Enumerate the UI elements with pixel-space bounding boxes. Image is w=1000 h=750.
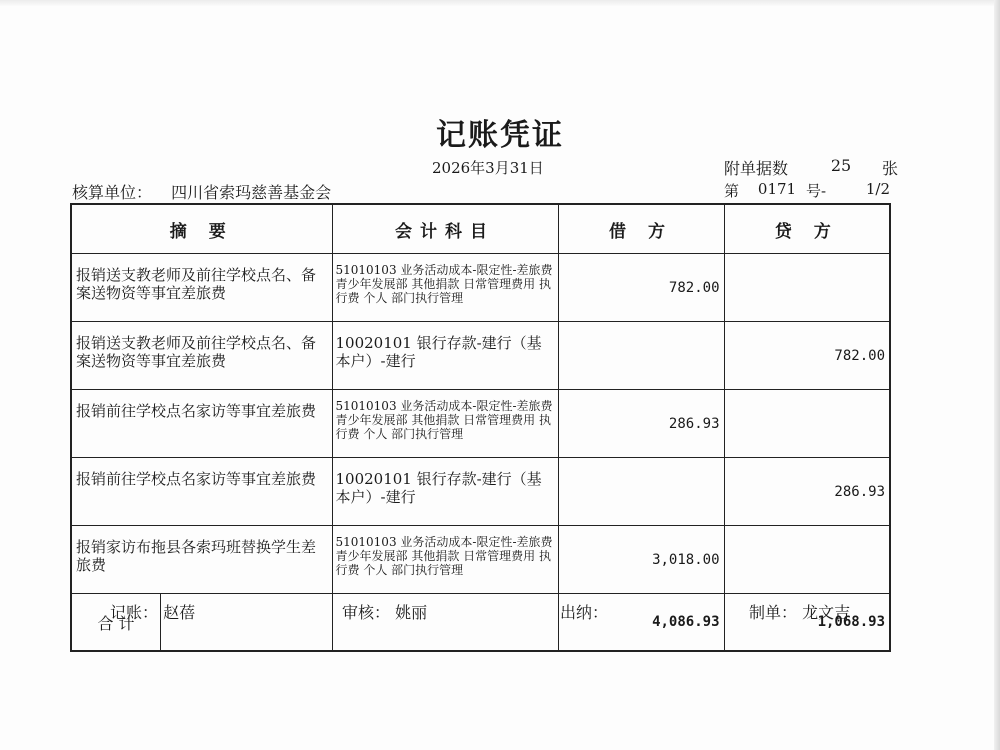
voucher-title: 记账凭证 <box>436 118 564 153</box>
entry-debit: 782.00 <box>558 254 724 322</box>
header-debit: 借 方 <box>558 204 724 254</box>
header-summary: 摘 要 <box>71 204 332 254</box>
entry-account: 10020101 银行存款-建行（基本户）-建行 <box>332 458 558 526</box>
entry-summary: 报销前往学校点名家访等事宜差旅费 <box>71 390 332 458</box>
entry-debit <box>558 322 724 390</box>
entry-credit: 782.00 <box>724 322 890 390</box>
total-credit: 1,068.93 <box>724 594 890 652</box>
table-row <box>71 322 890 390</box>
entry-summary: 报销送支教老师及前往学校点名、备案送物资等事宜差旅费 <box>71 254 332 322</box>
table-row <box>71 458 890 526</box>
entry-account: 10020101 银行存款-建行（基本户）-建行 <box>332 322 558 390</box>
table-row <box>71 390 890 458</box>
table-row <box>71 526 890 594</box>
entry-summary: 报销前往学校点名家访等事宜差旅费 <box>71 458 332 526</box>
header-row <box>71 204 890 254</box>
entry-account: 51010103 业务活动成本-限定性-差旅费 青少年发展部 其他捐款 日常管理费用 执行费 个人 部门执行管理 <box>332 390 558 458</box>
attachments-unit: 张 <box>881 159 898 178</box>
preparer-name: 龙文吉 <box>802 603 851 622</box>
voucher-page: 1/2 <box>865 180 890 198</box>
voucher-no-suffix: 号- <box>806 182 827 200</box>
entry-debit <box>558 458 724 526</box>
scan-edge-top <box>0 0 1000 6</box>
reviewer-sign <box>342 600 427 623</box>
reviewer-name: 姚丽 <box>395 603 428 622</box>
reviewer-label: 审核： <box>342 603 391 622</box>
accounting-unit <box>72 180 331 203</box>
preparer-sign <box>749 600 850 623</box>
cashier-label: 出纳： <box>560 603 609 622</box>
voucher-date: 2026年3月31日 <box>432 159 544 177</box>
entry-debit: 286.93 <box>558 390 724 458</box>
entry-credit <box>724 526 890 594</box>
entry-credit: 286.93 <box>724 458 890 526</box>
voucher-table <box>70 203 891 652</box>
entry-debit: 3,018.00 <box>558 526 724 594</box>
bookkeeper-name: 赵蓓 <box>163 603 196 622</box>
entry-credit <box>724 390 890 458</box>
attachments-info <box>724 156 898 179</box>
entry-credit <box>724 254 890 322</box>
header-credit: 贷 方 <box>724 204 890 254</box>
preparer-label: 制单： <box>749 603 798 622</box>
entry-account: 51010103 业务活动成本-限定性-差旅费 青少年发展部 其他捐款 日常管理费用 执行费 个人 部门执行管理 <box>332 526 558 594</box>
entry-summary: 报销送支教老师及前往学校点名、备案送物资等事宜差旅费 <box>71 322 332 390</box>
unit-name: 四川省索玛慈善基金会 <box>171 183 332 202</box>
table-row <box>71 254 890 322</box>
attachments-label: 附单据数 <box>724 159 789 178</box>
attachments-count: 25 <box>830 156 852 175</box>
bookkeeper-sign <box>110 600 195 623</box>
unit-label: 核算单位： <box>72 183 153 202</box>
header-account: 会计科目 <box>332 204 558 254</box>
voucher-number <box>724 180 890 201</box>
bookkeeper-label: 记账： <box>110 603 159 622</box>
total-debit: 4,086.93 <box>558 594 724 652</box>
entry-summary: 报销家访布拖县各索玛班替换学生差旅费 <box>71 526 332 594</box>
voucher-no-prefix: 第 <box>724 182 740 200</box>
entry-account: 51010103 业务活动成本-限定性-差旅费 青少年发展部 其他捐款 日常管理费用 执行费 个人 部门执行管理 <box>332 254 558 322</box>
total-label: 合 计 <box>72 594 161 650</box>
voucher-no-value: 0171 <box>757 180 797 198</box>
cashier-sign <box>560 600 608 623</box>
